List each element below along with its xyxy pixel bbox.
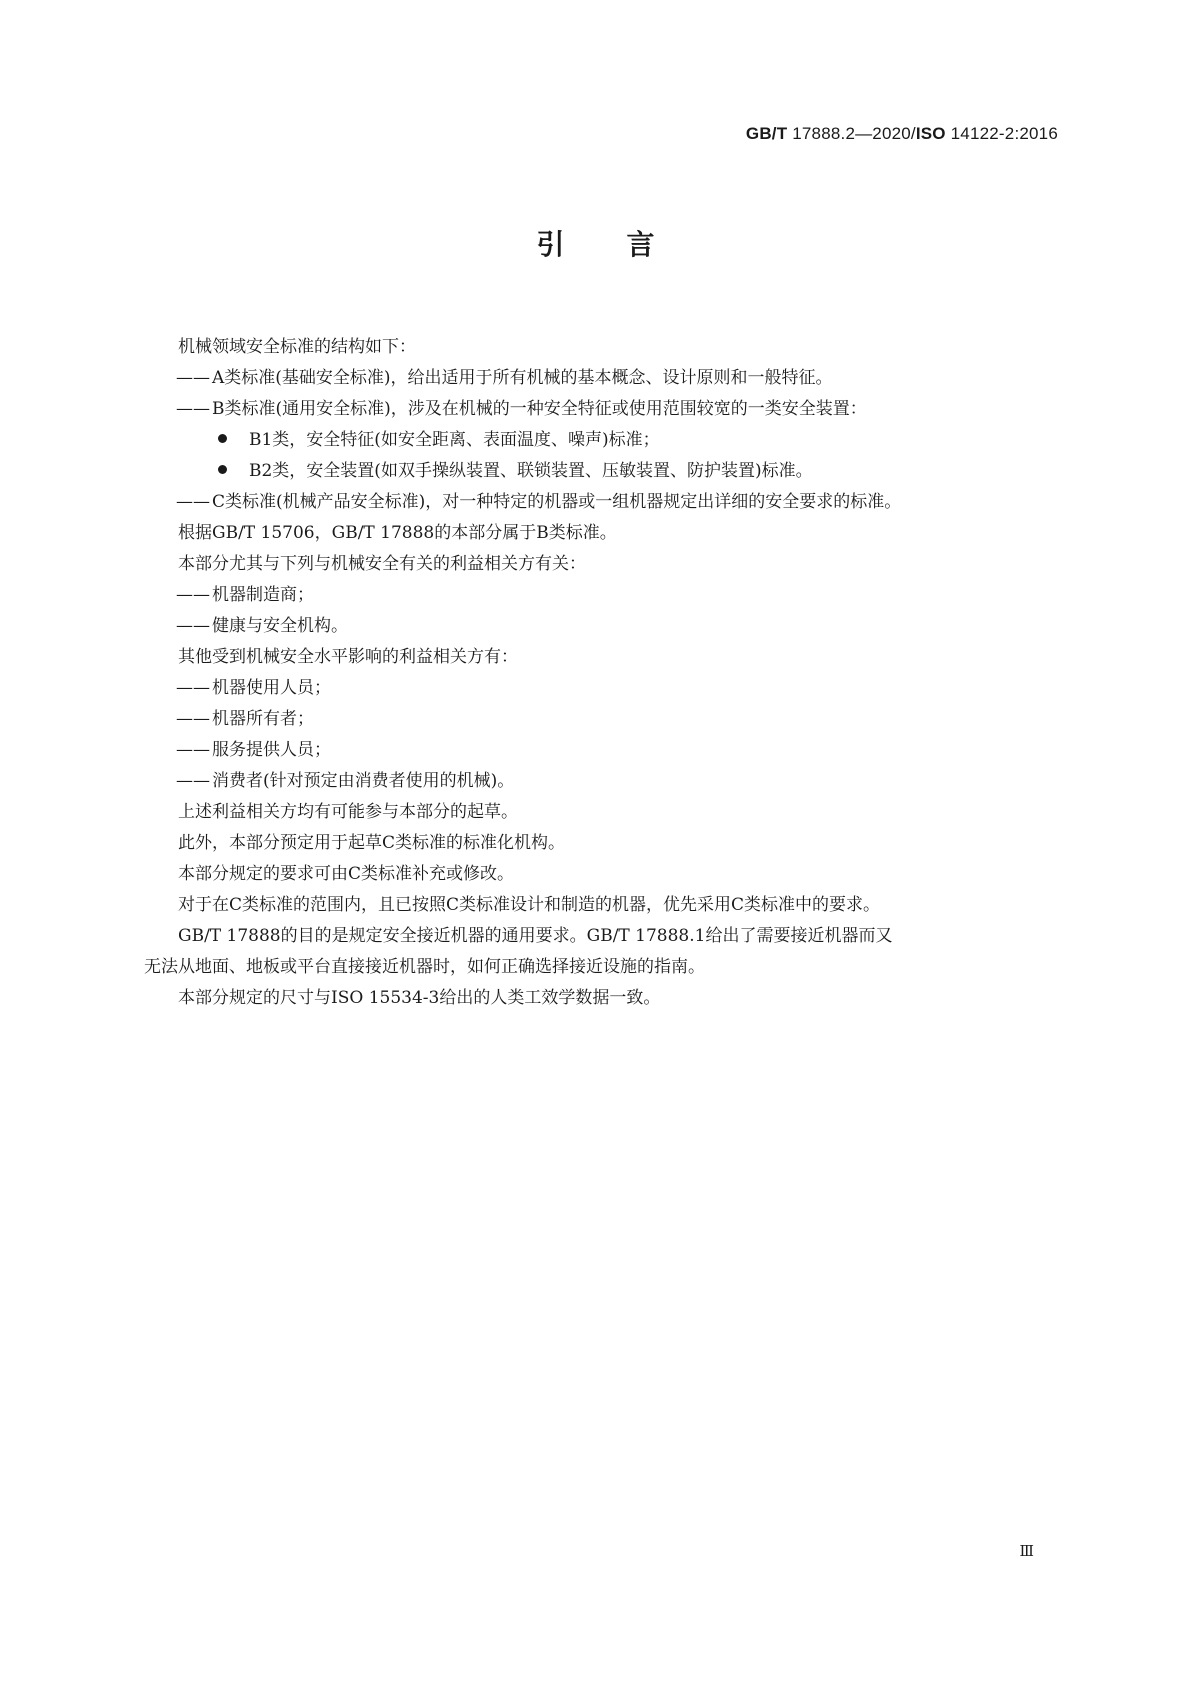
list-item-text: 机器使用人员； xyxy=(212,678,331,698)
page-number: Ⅲ xyxy=(1019,1542,1034,1560)
paragraph-line: 根据GB/T 15706，GB/T 17888的本部分属于B类标准。 xyxy=(178,523,617,543)
paragraph-line: 机械领域安全标准的结构如下： xyxy=(178,337,416,357)
list-item-text: 机器制造商； xyxy=(212,585,314,605)
list-item-text: B类标准(通用安全标准)，涉及在机械的一种安全特征或使用范围较宽的一类安全装置： xyxy=(212,399,867,419)
dash-list-item xyxy=(176,363,1058,394)
dash-list-item xyxy=(176,766,1058,797)
paragraph-line: 无法从地面、地板或平台直接接近机器时，如何正确选择接近设施的指南。 xyxy=(144,957,705,977)
dash-list-item xyxy=(176,487,1058,518)
header-code-part: 17888.2—2020/ xyxy=(787,124,916,143)
list-item-text: 机器所有者； xyxy=(212,709,314,729)
dash-list-item xyxy=(176,735,1058,766)
page-title: 引言 xyxy=(536,228,717,261)
list-item-text: B2类，安全装置(如双手操纵装置、联锁装置、压敏装置、防护装置)标准。 xyxy=(249,461,813,481)
list-item-text: C类标准(机械产品安全标准)，对一种特定的机器或一组机器规定出详细的安全要求的标准。 xyxy=(212,492,902,512)
list-item-text: 服务提供人员； xyxy=(212,740,331,760)
paragraph-line: 本部分规定的要求可由C类标准补充或修改。 xyxy=(178,864,515,884)
dash-marker: —— xyxy=(176,616,210,636)
paragraph-line: 此外，本部分预定用于起草C类标准的标准化机构。 xyxy=(178,833,566,853)
dash-list-item xyxy=(176,611,1058,642)
introduction-body xyxy=(144,332,1058,1014)
dash-marker: —— xyxy=(176,368,210,388)
list-item-text: 健康与安全机构。 xyxy=(212,616,348,636)
header-code-part: 14122-2:2016 xyxy=(945,124,1058,143)
dash-list-item xyxy=(176,394,1058,425)
bullet-icon xyxy=(218,434,227,443)
bullet-icon xyxy=(218,465,227,474)
paragraph-line: 本部分规定的尺寸与ISO 15534-3给出的人类工效学数据一致。 xyxy=(178,988,661,1008)
bullet-list-item xyxy=(178,425,1058,456)
dash-list-item xyxy=(176,673,1058,704)
dash-marker: —— xyxy=(176,709,210,729)
dash-marker: —— xyxy=(176,492,210,512)
paragraph-line: 本部分尤其与下列与机械安全有关的利益相关方有关： xyxy=(178,554,586,574)
bullet-list-item xyxy=(178,456,1058,487)
header-code-part: ISO xyxy=(915,124,946,143)
dash-marker: —— xyxy=(176,771,210,791)
dash-list-item xyxy=(176,704,1058,735)
dash-marker: —— xyxy=(176,678,210,698)
paragraph-line: 对于在C类标准的范围内，且已按照C类标准设计和制造的机器，优先采用C类标准中的要求。 xyxy=(178,895,881,915)
dash-marker: —— xyxy=(176,740,210,760)
paragraph-line: 上述利益相关方均有可能参与本部分的起草。 xyxy=(178,802,518,822)
standard-code-header xyxy=(746,124,1058,144)
paragraph-line: GB/T 17888的目的是规定安全接近机器的通用要求。GB/T 17888.1给出了需要接近机器而又 xyxy=(178,926,893,946)
dash-marker: —— xyxy=(176,585,210,605)
list-item-text: 消费者(针对预定由消费者使用的机械)。 xyxy=(212,771,515,791)
header-code-part: GB/T xyxy=(745,124,788,143)
dash-list-item xyxy=(176,580,1058,611)
list-item-text: B1类，安全特征(如安全距离、表面温度、噪声)标准； xyxy=(249,430,660,450)
list-item-text: A类标准(基础安全标准)，给出适用于所有机械的基本概念、设计原则和一般特征。 xyxy=(212,368,833,388)
dash-marker: —— xyxy=(176,399,210,419)
paragraph-line: 其他受到机械安全水平影响的利益相关方有： xyxy=(178,647,518,667)
